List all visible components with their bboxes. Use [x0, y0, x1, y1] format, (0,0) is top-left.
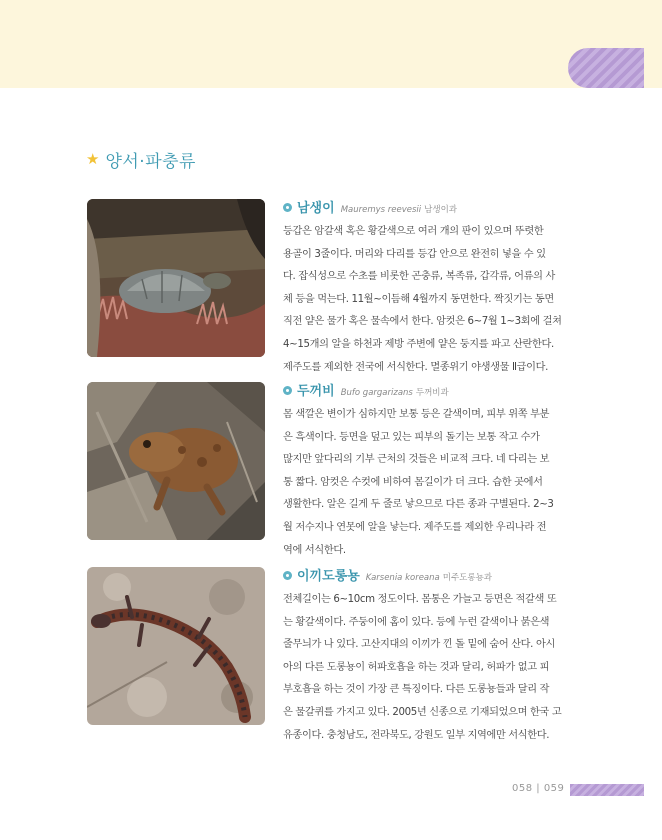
family-name: 두꺼비과: [415, 388, 449, 398]
toad-illustration: [87, 382, 265, 540]
text-line: 많지만 앞다리의 기부 근처의 것들은 비교적 크다. 네 다리는 보: [283, 454, 550, 466]
text-line: 몸 색깔은 변이가 심하지만 보통 등은 갈색이며, 피부 위쪽 부분: [283, 409, 550, 420]
description-text: [283, 221, 563, 379]
footer-decoration: [570, 784, 644, 796]
text-line: 아의 다른 도롱뇽이 허파호흡을 하는 것과 달리, 허파가 없고 피: [283, 661, 550, 673]
salamander-description: [283, 565, 563, 747]
bullet-icon: [283, 571, 292, 580]
species-name: 남생이: [297, 201, 335, 216]
header-band: [0, 0, 662, 88]
species-title: [283, 197, 563, 217]
turtle-photo: [87, 199, 265, 357]
section-heading: [86, 147, 196, 172]
text-line: 체 등을 먹는다. 11월~이듬해 4월까지 동면한다. 짝짓기는 동면: [283, 293, 554, 305]
description-text: [283, 404, 563, 562]
star-icon: ★: [86, 150, 100, 168]
text-line: 월 저수지나 연못에 알을 낳는다. 제주도를 제외한 우리나라 전: [283, 521, 547, 533]
toad-description: [283, 380, 563, 562]
text-line: 역에 서식한다.: [283, 544, 346, 556]
text-line: 는 황갈색이다. 주둥이에 홈이 있다. 등에 누런 갈색이나 붉은색: [283, 616, 550, 628]
salamander-photo: [87, 567, 265, 725]
toad-photo: [87, 382, 265, 540]
species-name: 두꺼비: [297, 384, 335, 399]
bullet-icon: [283, 203, 292, 212]
turtle-description: [283, 197, 563, 379]
description-text: [283, 589, 563, 747]
text-line: 은 물갈퀴를 가지고 있다. 2005년 신종으로 기재되었으며 한국 고: [283, 706, 562, 718]
salamander-illustration: [87, 567, 265, 725]
text-line: 통 짧다. 암컷은 수컷에 비하여 몸길이가 더 크다. 습한 곳에서: [283, 476, 543, 488]
family-name: 남생이과: [424, 205, 458, 215]
scientific-name: Karsenia koreana: [365, 573, 440, 583]
species-title: [283, 380, 563, 400]
page-number: 058 | 059: [512, 783, 565, 794]
section-title: 양서·파충류: [105, 152, 196, 172]
text-line: 유종이다. 충청남도, 전라북도, 강원도 일부 지역에만 서식한다.: [283, 729, 550, 741]
text-line: 등갑은 암갈색 혹은 황갈색으로 여러 개의 판이 있으며 뚜렷한: [283, 226, 544, 237]
text-line: 용골이 3줄이다. 머리와 다리를 등갑 안으로 완전히 넣을 수 있: [283, 248, 546, 260]
text-line: 생활한다. 알은 길게 두 줄로 낳으므로 다른 종과 구별된다. 2~3: [283, 499, 554, 511]
scientific-name: Mauremys reevesii: [340, 205, 422, 215]
text-line: 은 흑색이다. 등면을 덮고 있는 피부의 돌기는 보통 작고 수가: [283, 431, 540, 443]
chapter-tab-decoration: [568, 48, 644, 88]
turtle-illustration: [87, 199, 265, 357]
family-name: 미주도롱뇽과: [442, 573, 493, 583]
bullet-icon: [283, 386, 292, 395]
text-line: 부호흡을 하는 것이 가장 큰 특징이다. 다른 도롱뇽들과 달리 작: [283, 684, 550, 696]
text-line: 4~15개의 알을 하천과 제방 주변에 얕은 둥지를 파고 산란한다.: [283, 338, 554, 350]
text-line: 제주도를 제외한 전국에 서식한다. 멸종위기 야생생물 Ⅱ급이다.: [283, 361, 549, 373]
species-title: [283, 565, 563, 585]
text-line: 전체길이는 6~10cm 정도이다. 몸통은 가늘고 등면은 적갈색 또: [283, 594, 557, 605]
text-line: 다. 잡식성으로 수초를 비롯한 곤충류, 복족류, 갑각류, 어류의 사: [283, 271, 555, 283]
text-line: 직전 얕은 물가 혹은 물속에서 한다. 암컷은 6~7월 1~3회에 걸쳐: [283, 316, 562, 328]
text-line: 줄무늬가 나 있다. 고산지대의 이끼가 낀 돌 밑에 숨어 산다. 아시: [283, 639, 555, 651]
species-name: 이끼도롱뇽: [297, 569, 360, 584]
scientific-name: Bufo gargarizans: [340, 388, 413, 398]
